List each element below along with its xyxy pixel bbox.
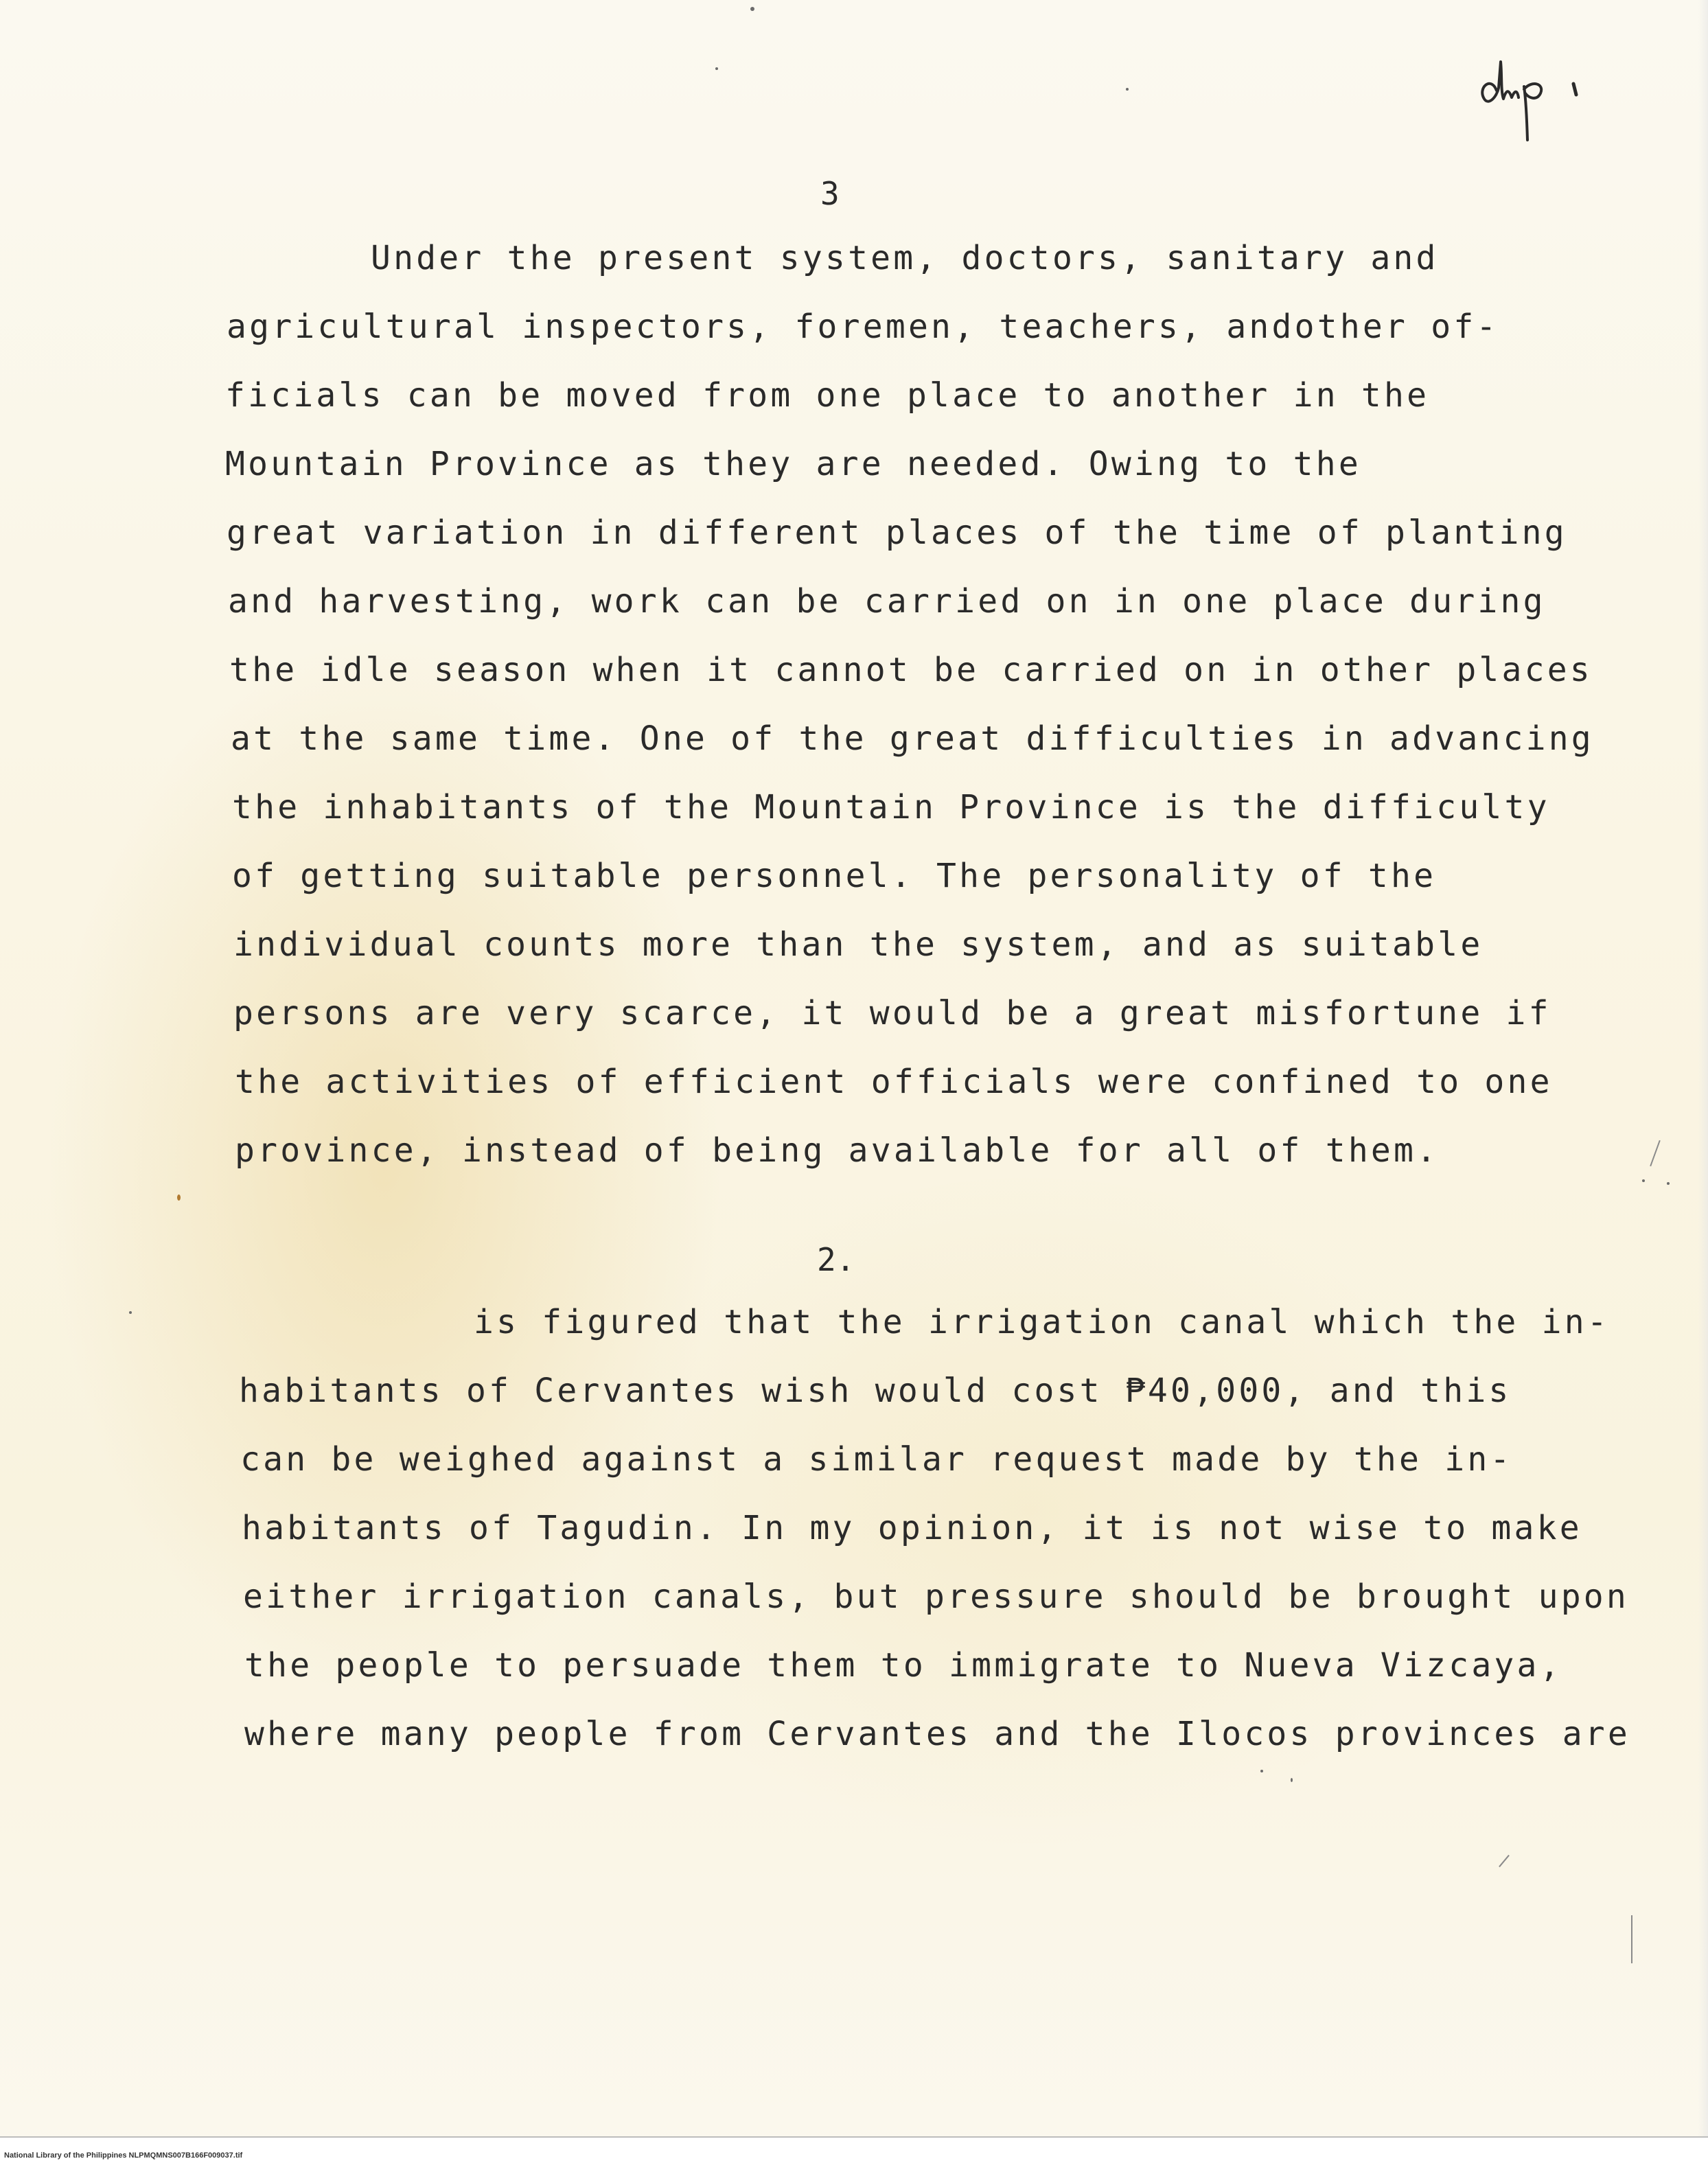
text-line: individual counts more than the system, and as suitable bbox=[233, 925, 1484, 964]
text-line: at the same time. One of the great difficulties in advancing bbox=[231, 719, 1594, 758]
scan-footer-label: National Library of the Philippines NLPMQMNS007B166F009037.tif bbox=[4, 2151, 243, 2160]
page-right-edge bbox=[1698, 0, 1708, 2136]
section-number: 2. bbox=[817, 1241, 855, 1278]
text-line: the idle season when it cannot be carried on in other places bbox=[229, 651, 1593, 689]
text-line: and harvesting, work can be carried on in one place during bbox=[228, 582, 1546, 621]
scan-speck bbox=[750, 7, 754, 11]
scan-speck bbox=[177, 1194, 181, 1201]
text-line: ficials can be moved from one place to another in the bbox=[225, 376, 1430, 415]
text-line: can be weighed against a similar request made by the in- bbox=[240, 1440, 1513, 1479]
scan-speck bbox=[715, 67, 718, 70]
text-line: persons are very scarce, it would be a great misfortune if bbox=[233, 994, 1551, 1032]
text-line: either irrigation canals, but pressure should be brought upon bbox=[243, 1578, 1630, 1616]
text-line: habitants of Cervantes wish would cost ₱40,000, and this bbox=[239, 1372, 1512, 1410]
scan-speck bbox=[1126, 88, 1129, 91]
scan-speck bbox=[1260, 1770, 1263, 1772]
scan-speck bbox=[1667, 1182, 1670, 1185]
text-line: Mountain Province as they are needed. Owing to the bbox=[225, 445, 1361, 483]
text-line: of getting suitable personnel. The personality of the bbox=[232, 857, 1437, 895]
text-line: the inhabitants of the Mountain Province is the difficulty bbox=[232, 788, 1550, 827]
text-line: agricultural inspectors, foremen, teachers, andother of- bbox=[227, 308, 1499, 346]
handwritten-note bbox=[1476, 48, 1600, 151]
text-line: is figured that the irrigation canal which the in- bbox=[474, 1303, 1610, 1341]
page-number: 3 bbox=[820, 175, 841, 212]
text-line: where many people from Cervantes and the Ilocos provinces are bbox=[244, 1715, 1631, 1753]
scan-bottom-edge bbox=[0, 2136, 1708, 2161]
text-line: the activities of efficient officials were confined to one bbox=[235, 1063, 1553, 1101]
scan-mark bbox=[1631, 1915, 1632, 1963]
scan-speck bbox=[1642, 1179, 1645, 1182]
scan-mark bbox=[1499, 1855, 1510, 1867]
text-line: great variation in different places of the time of planting bbox=[227, 513, 1567, 552]
text-line: province, instead of being available for all of them. bbox=[235, 1131, 1440, 1170]
text-line: the people to persuade them to immigrate to Nueva Vizcaya, bbox=[244, 1646, 1562, 1685]
scan-speck bbox=[129, 1311, 132, 1314]
scan-speck bbox=[1291, 1778, 1293, 1782]
text-line: habitants of Tagudin. In my opinion, it is not wise to make bbox=[242, 1509, 1582, 1547]
scan-mark bbox=[1650, 1140, 1661, 1166]
text-line: Under the present system, doctors, sanitary and bbox=[371, 239, 1439, 277]
